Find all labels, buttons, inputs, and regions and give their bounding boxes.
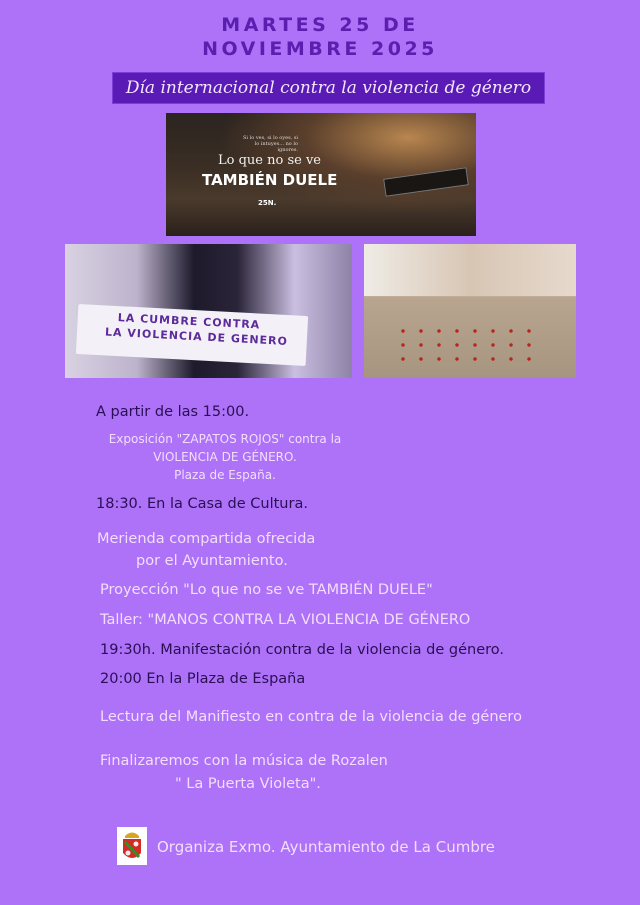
exhibition-line-3: Plaza de España. [174,468,276,482]
march-banner [76,304,308,366]
schedule-start: A partir de las 15:00. [96,404,250,420]
manifesto-reading: Lectura del Manifiesto en contra de la violencia de género [100,709,522,725]
schedule-1930: 19:30h. Manifestación contra de la violencia de género. [100,642,505,658]
march-photo [65,244,352,378]
snack-line-2: por el Ayuntamiento. [136,553,288,569]
schedule-1830: 18:30. En la Casa de Cultura. [96,496,308,512]
campaign-tagline: Si lo ves, si lo oyes, si lo intuyes... no lo ignores. [243,135,298,153]
phone-shape [383,167,469,197]
march-banner-line-2: LA VIOLENCIA DE GENERO [104,325,289,349]
organizer: Organiza Exmo. Ayuntamiento de La Cumbre [157,838,495,856]
exhibition-line-2: VIOLENCIA DE GÉNERO. [153,450,297,464]
event-banner: Día internacional contra la violencia de género [112,72,545,104]
coat-of-arms-icon [117,827,147,865]
campaign-title-2: TAMBIÉN DUELE [202,171,338,189]
date-line-2: NOVIEMBRE 2025 [202,38,438,60]
exhibition-line-1: Exposición "ZAPATOS ROJOS" contra la [108,432,342,446]
red-shoes [394,324,544,364]
screening: Proyección "Lo que no se ve TAMBIÉN DUELE" [100,582,433,598]
workshop: Taller: "MANOS CONTRA LA VIOLENCIA DE GÉNERO [100,612,471,628]
schedule-2000: 20:00 En la Plaza de España [100,671,306,687]
campaign-image [166,113,476,236]
music-line-1: Finalizaremos con la música de Rozalen [100,753,388,769]
music-line-2: " La Puerta Violeta". [175,776,321,792]
march-banner-line-1: LA CUMBRE CONTRA [117,311,261,332]
plaza-buildings [364,244,576,296]
snack-line-1: Merienda compartida ofrecida [97,531,316,547]
red-shoes-photo [364,244,576,378]
date-line-1: MARTES 25 DE [221,14,419,36]
campaign-title-1: Lo que no se ve [218,153,321,168]
campaign-badge: 25N. [258,199,277,207]
